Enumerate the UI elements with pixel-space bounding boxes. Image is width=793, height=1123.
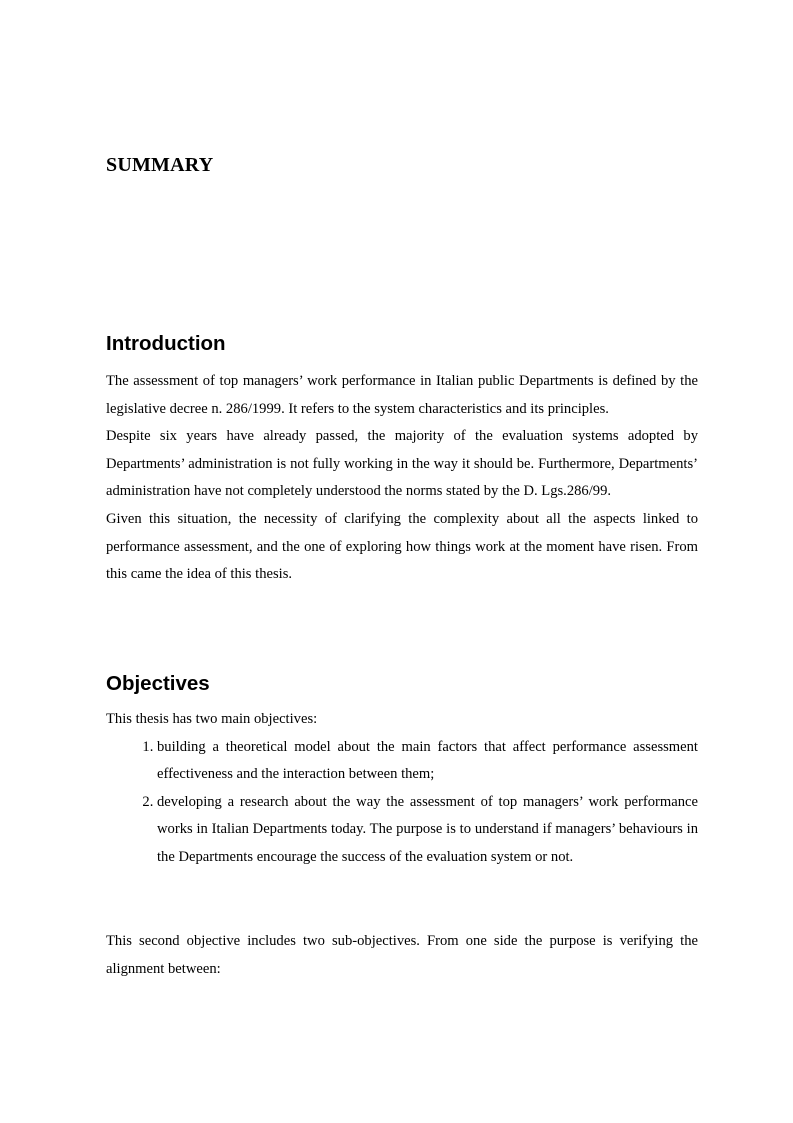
objectives-intro: This thesis has two main objectives: <box>106 711 318 727</box>
introduction-paragraph-2: Despite six years have already passed, the majority of the evaluation systems adopted by Departments’ administration is not fully working in the way it should be. Furthermore, Departments’ administration have not completely understood the norms stated by the D. Lgs.286/99. <box>106 428 698 500</box>
summary-title: SUMMARY <box>106 154 214 176</box>
introduction-body <box>106 368 698 589</box>
objective-item-1: 1. building a theoretical model about the main factors that affect performance assessment effectiveness and the interaction between them; <box>157 734 698 789</box>
objectives-list <box>106 734 698 872</box>
objectives-heading: Objectives <box>106 672 210 695</box>
objectives-body <box>106 706 698 872</box>
introduction-heading: Introduction <box>106 332 226 355</box>
objective-item-2: 2. developing a research about the way the assessment of top managers’ work performance works in Italian Departments today. The purpose is to understand if managers’ behaviours in the Departments encourage the success of the evaluation system or not. <box>157 789 698 872</box>
objectives-followup-block <box>106 928 698 983</box>
objectives-followup: This second objective includes two sub-objectives. From one side the purpose is verifying the alignment between: <box>106 933 698 977</box>
introduction-paragraph-1: The assessment of top managers’ work performance in Italian public Departments is defined by the legislative decree n. 286/1999. It refers to the system characteristics and its principles. <box>106 373 698 417</box>
introduction-paragraph-3: Given this situation, the necessity of clarifying the complexity about all the aspects linked to performance assessment, and the one of exploring how things work at the moment have risen. From this came the idea of this thesis. <box>106 510 698 583</box>
